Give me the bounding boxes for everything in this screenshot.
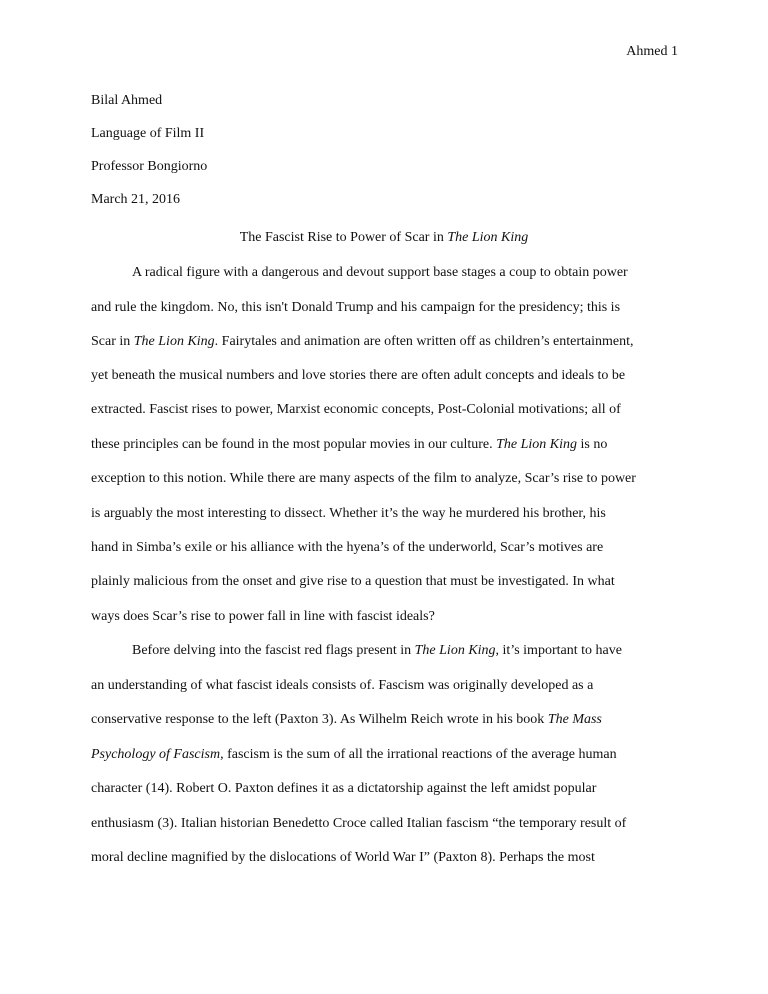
line-text: an understanding of what fascist ideals consists of. Fascism was originally developed as a [91, 678, 594, 693]
line-text: hand in Simba’s exile or his alliance with the hyena’s of the underworld, Scar’s motives are [91, 540, 604, 555]
body-line [91, 469, 636, 489]
line-text: character (14). Robert O. Paxton defines it as a dictatorship against the left amidst popular [91, 781, 597, 796]
course-name: Language of Film II [91, 126, 205, 141]
body-line [91, 676, 593, 696]
essay-title [0, 228, 768, 248]
line-italic: Psychology of Fascism [91, 747, 221, 762]
running-head: Ahmed 1 [626, 44, 678, 59]
line-text: and rule the kingdom. No, this isn't Donald Trump and his campaign for the presidency; this is [91, 300, 621, 315]
body-line [91, 572, 615, 592]
line-text: A radical figure with a dangerous and devout support base stages a coup to obtain power [132, 265, 628, 280]
line-italic: The Lion King [133, 334, 215, 349]
body-line [91, 504, 606, 524]
body-line [91, 607, 435, 627]
body-line [91, 435, 607, 455]
line-text: enthusiasm (3). Italian historian Benedetto Croce called Italian fascism “the temporary result of [91, 816, 627, 831]
professor-name: Professor Bongiorno [91, 159, 208, 174]
line-text: extracted. Fascist rises to power, Marxist economic concepts, Post-Colonial motivations; all of [91, 402, 621, 417]
body-line [132, 641, 622, 661]
line-text: exception to this notion. While there are many aspects of the film to analyze, Scar’s rise to power [91, 471, 636, 486]
line-italic: The Lion King [414, 643, 496, 658]
line-text: plainly malicious from the onset and give rise to a question that must be investigated. In what [91, 574, 615, 589]
body-line [91, 814, 626, 834]
body-line [132, 263, 628, 283]
body-line [91, 779, 596, 799]
line-text: conservative response to the left (Paxton 3). As Wilhelm Reich wrote in his book [91, 712, 548, 727]
line-text: . Fairytales and animation are often written off as children’s entertainment, [214, 334, 634, 349]
line-italic: The Mass [547, 712, 602, 727]
line-text: Scar in [91, 334, 134, 349]
line-text: yet beneath the musical numbers and love stories there are often adult concepts and ideals to be [91, 368, 626, 383]
body-line [91, 538, 603, 558]
body-line [91, 745, 617, 765]
line-italic: The Lion King [496, 437, 578, 452]
body-line [91, 332, 634, 352]
student-name: Bilal Ahmed [91, 93, 163, 108]
title-text: The Fascist Rise to Power of Scar in [239, 230, 448, 245]
line-text: these principles can be found in the most popular movies in our culture. [91, 437, 497, 452]
title-italic: The Lion King [447, 230, 529, 245]
line-text: , it’s important to have [495, 643, 622, 658]
body-line [91, 848, 595, 868]
line-text: moral decline magnified by the dislocations of World War I” (Paxton 8). Perhaps the most [91, 850, 595, 865]
line-text: ways does Scar’s rise to power fall in line with fascist ideals? [91, 609, 435, 624]
line-text: Before delving into the fascist red flags present in [132, 643, 415, 658]
date-line: March 21, 2016 [91, 192, 181, 207]
line-text: , fascism is the sum of all the irrational reactions of the average human [220, 747, 617, 762]
line-text: is arguably the most interesting to dissect. Whether it’s the way he murdered his brother, his [91, 506, 606, 521]
line-text: is no [577, 437, 608, 452]
body-line [91, 400, 621, 420]
body-line [91, 710, 602, 730]
body-line [91, 298, 620, 318]
body-line [91, 366, 625, 386]
